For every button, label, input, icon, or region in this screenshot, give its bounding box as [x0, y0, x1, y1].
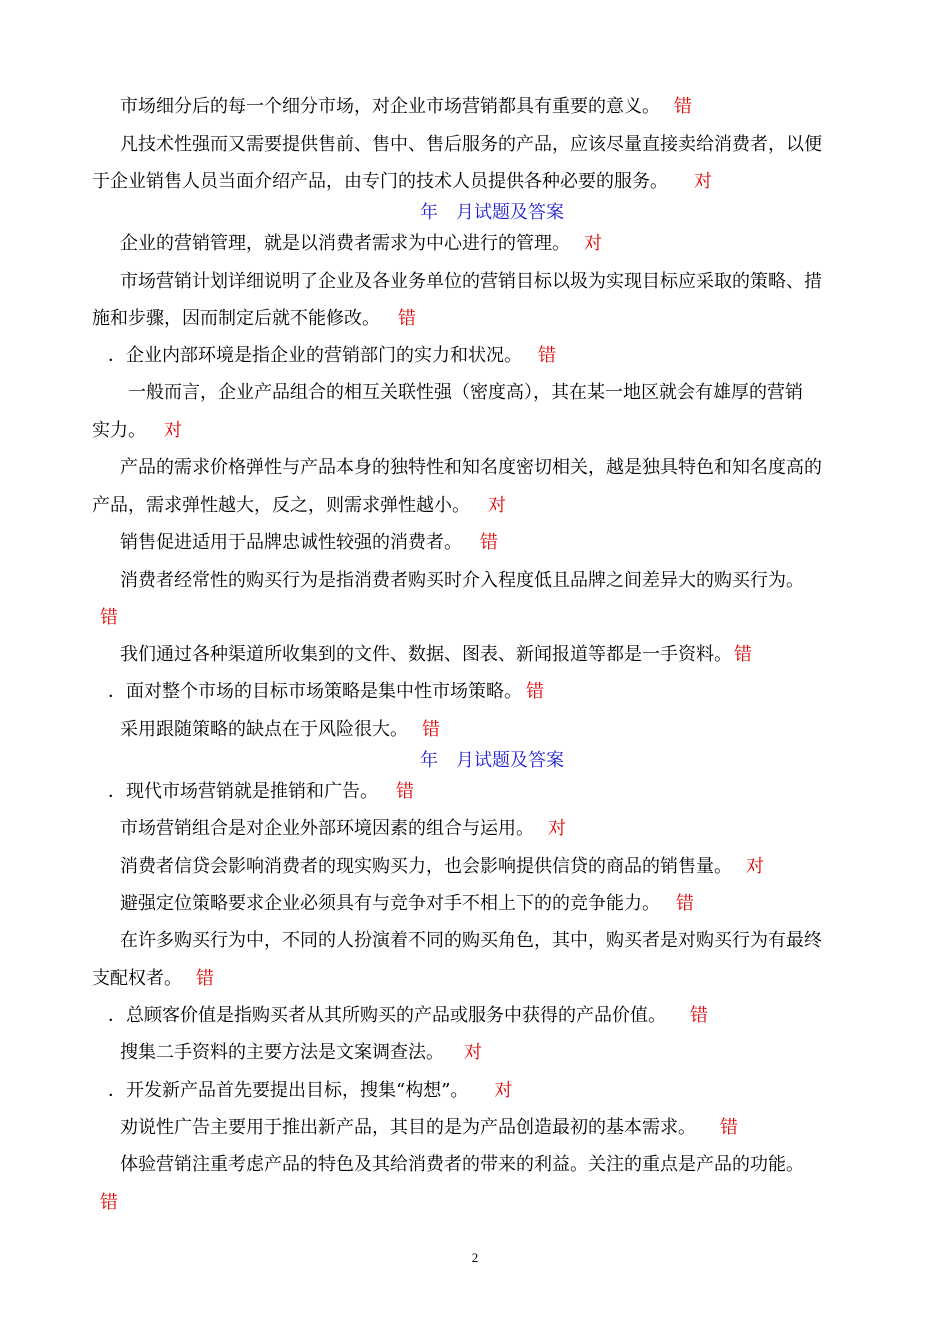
statement-line: 避强定位策略要求企业必须具有与竞争对手不相上下的的竞争能力。 错 [120, 893, 694, 914]
statement-line: ．企业内部环境是指企业的营销部门的实力和状况。 错 [108, 345, 556, 366]
statement-line: 劝说性广告主要用于推出新产品，其目的是为产品创造最初的基本需求。 错 [120, 1117, 738, 1138]
statement-line: ．现代市场营销就是推销和广告。 错 [108, 781, 414, 802]
statement-line: 产品，需求弹性越大，反之，则需求弹性越小。 对 [92, 495, 506, 516]
statement-line: 销售促进适用于品牌忠诚性较强的消费者。 错 [120, 532, 498, 553]
statement-line: 于企业销售人员当面介绍产品，由专门的技术人员提供各种必要的服务。 对 [92, 171, 712, 192]
page-number: 2 [471, 1250, 479, 1265]
statement-line: 市场细分后的每一个细分市场，对企业市场营销都具有重要的意义。 错 [120, 96, 692, 117]
answer-mark: 错 [720, 1117, 738, 1138]
answer-mark: 错 [676, 893, 694, 914]
answer-mark: 错 [100, 607, 118, 628]
answer-mark: 错 [690, 1005, 708, 1026]
statement-line: ．总顾客价值是指购买者从其所购买的产品或服务中获得的产品价值。 错 [108, 1005, 708, 1026]
statement-line: 市场营销计划详细说明了企业及各业务单位的营销目标以圾为实现目标应采取的策略、措 [120, 271, 822, 292]
statement-line: 消费者信贷会影响消费者的现实购买力，也会影响提供信贷的商品的销售量。 对 [120, 856, 764, 877]
statement-line: 我们通过各种渠道所收集到的文件、数据、图表、新闻报道等都是一手资料。 错 [120, 644, 752, 665]
answer-mark: 错 [422, 719, 440, 740]
answer-mark: 对 [464, 1042, 482, 1063]
statement-line [100, 607, 118, 629]
statement-line: 消费者经常性的购买行为是指消费者购买时介入程度低且品牌之间差异大的购买行为。 [120, 570, 804, 591]
answer-mark: 对 [548, 818, 566, 839]
statement-line: 采用跟随策略的缺点在于风险很大。 错 [120, 719, 440, 740]
statement-line: 支配权者。 错 [92, 968, 214, 989]
answer-mark: 错 [734, 644, 752, 665]
answer-mark: 对 [488, 495, 506, 516]
answer-mark: 错 [196, 968, 214, 989]
statement-line: ．开发新产品首先要提出目标，搜集“构想”。 对 [108, 1080, 513, 1101]
statement-line: 施和步骤，因而制定后就不能修改。 错 [92, 308, 416, 329]
statement-line: 企业的营销管理，就是以消费者需求为中心进行的管理。 对 [120, 233, 602, 254]
statement-line: 产品的需求价格弹性与产品本身的独特性和知名度密切相关，越是独具特色和知名度高的 [120, 457, 822, 478]
answer-mark: 对 [746, 856, 764, 877]
answer-mark: 错 [480, 532, 498, 553]
statement-line: 一般而言，企业产品组合的相互关联性强（密度高），其在某一地区就会有雄厚的营销 [128, 382, 803, 403]
answer-mark: 对 [584, 233, 602, 254]
answer-mark: 错 [674, 96, 692, 117]
answer-mark: 错 [526, 681, 544, 702]
statement-line: 凡技术性强而又需要提供售前、售中、售后服务的产品，应该尽量直接卖给消费者，以便 [120, 134, 822, 155]
section-heading: 年 月试题及答案 [420, 202, 564, 223]
statement-line: 搜集二手资料的主要方法是文案调查法。 对 [120, 1042, 482, 1063]
answer-mark: 对 [494, 1080, 513, 1101]
statement-line [100, 1192, 118, 1214]
answer-mark: 错 [398, 308, 416, 329]
answer-mark: 对 [164, 420, 182, 441]
statement-line: 实力。 对 [92, 420, 182, 441]
statement-line: 在许多购买行为中，不同的人扮演着不同的购买角色，其中，购买者是对购买行为有最终 [120, 930, 822, 951]
statement-line: ．面对整个市场的目标市场策略是集中性市场策略。 错 [108, 681, 544, 702]
answer-mark: 错 [100, 1192, 118, 1213]
answer-mark: 错 [396, 781, 414, 802]
statement-line: 体验营销注重考虑产品的特色及其给消费者的带来的利益。关注的重点是产品的功能。 [120, 1154, 804, 1175]
section-heading: 年 月试题及答案 [420, 750, 564, 771]
answer-mark: 对 [694, 171, 712, 192]
answer-mark: 错 [538, 345, 556, 366]
statement-line: 市场营销组合是对企业外部环境因素的组合与运用。 对 [120, 818, 566, 839]
